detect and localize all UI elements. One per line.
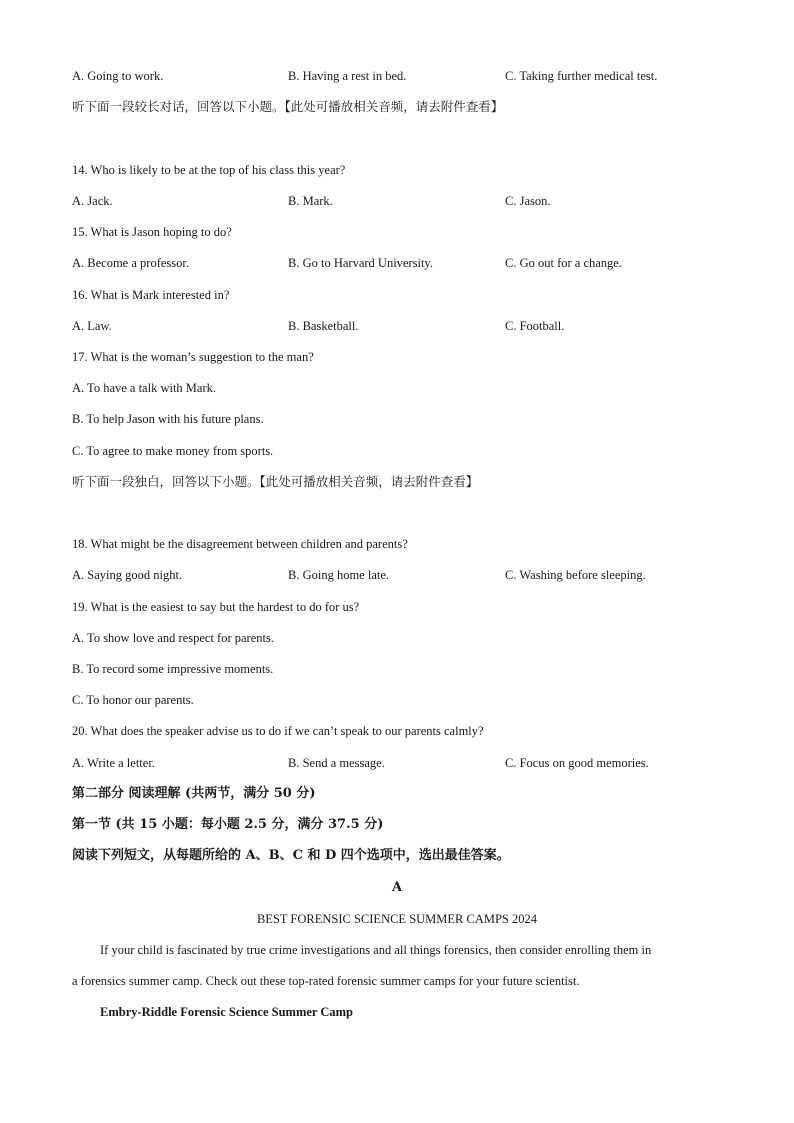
q17-option-a: A. To have a talk with Mark. [72, 381, 217, 395]
instruction-monologue: 听下面一段独白，回答以下小题。【此处可播放相关音频，请去附件查看】 [72, 474, 479, 489]
section1-heading: 第一节 (共 15 小题：每小题 2.5 分，满分 37.5 分) [72, 817, 384, 832]
q17-option-c: C. To agree to make money from sports. [72, 444, 274, 458]
passage-label: A [391, 880, 403, 895]
q13-option-c: C. Taking further medical test. [505, 69, 658, 83]
q16-option-a: A. Law. [72, 319, 112, 333]
q13-option-a: A. Going to work. [72, 69, 164, 83]
q20-options [72, 755, 722, 771]
q15-question: 15. What is Jason hoping to do? [72, 225, 232, 239]
q16-question: 16. What is Mark interested in? [72, 288, 230, 302]
q18-option-a: A. Saying good night. [72, 568, 183, 582]
q16-option-b: B. Basketball. [288, 319, 359, 333]
q19-question: 19. What is the easiest to say but the hardest to do for us? [72, 600, 360, 614]
q18-question: 18. What might be the disagreement between children and parents? [72, 537, 408, 551]
q20-option-c: C. Focus on good memories. [505, 756, 649, 770]
q14-question: 14. Who is likely to be at the top of his class this year? [72, 163, 346, 177]
passage-subheading: Embry-Riddle Forensic Science Summer Camp [100, 1005, 353, 1019]
q15-option-b: B. Go to Harvard University. [288, 256, 433, 270]
q19-option-c: C. To honor our parents. [72, 693, 194, 707]
q18-option-b: B. Going home late. [288, 568, 390, 582]
q14-option-b: B. Mark. [288, 194, 333, 208]
q17-option-b: B. To help Jason with his future plans. [72, 412, 264, 426]
q19-option-b: B. To record some impressive moments. [72, 662, 274, 676]
passage-title: BEST FORENSIC SCIENCE SUMMER CAMPS 2024 [256, 912, 538, 926]
reading-instruction: 阅读下列短文，从每题所给的 A、B、C 和 D 四个选项中，选出最佳答案。 [72, 848, 510, 863]
q15-options [72, 255, 722, 271]
q14-option-a: A. Jack. [72, 194, 113, 208]
q13-option-b: B. Having a rest in bed. [288, 69, 407, 83]
part2-heading: 第二部分 阅读理解 (共两节，满分 50 分) [72, 786, 316, 801]
q14-option-c: C. Jason. [505, 194, 551, 208]
q14-options [72, 193, 722, 209]
q20-option-a: A. Write a letter. [72, 756, 155, 770]
q17-question: 17. What is the woman’s suggestion to the man? [72, 350, 314, 364]
q20-option-b: B. Send a message. [288, 756, 385, 770]
q13-options [72, 68, 722, 84]
q15-option-c: C. Go out for a change. [505, 256, 622, 270]
instruction-long-dialogue: 听下面一段较长对话，回答以下小题。【此处可播放相关音频，请去附件查看】 [72, 99, 504, 114]
q18-option-c: C. Washing before sleeping. [505, 568, 646, 582]
passage-para1-line2: a forensics summer camp. Check out these top-rated forensic summer camps for your future scientist. [72, 974, 580, 988]
q16-option-c: C. Football. [505, 319, 565, 333]
q18-options [72, 567, 722, 583]
q19-option-a: A. To show love and respect for parents. [72, 631, 274, 645]
passage-para1-line1: If your child is fascinated by true crime investigations and all things forensics, then consider enrolling them in [100, 943, 652, 957]
q15-option-a: A. Become a professor. [72, 256, 189, 270]
q16-options [72, 318, 722, 334]
q20-question: 20. What does the speaker advise us to do if we can’t speak to our parents calmly? [72, 724, 484, 738]
